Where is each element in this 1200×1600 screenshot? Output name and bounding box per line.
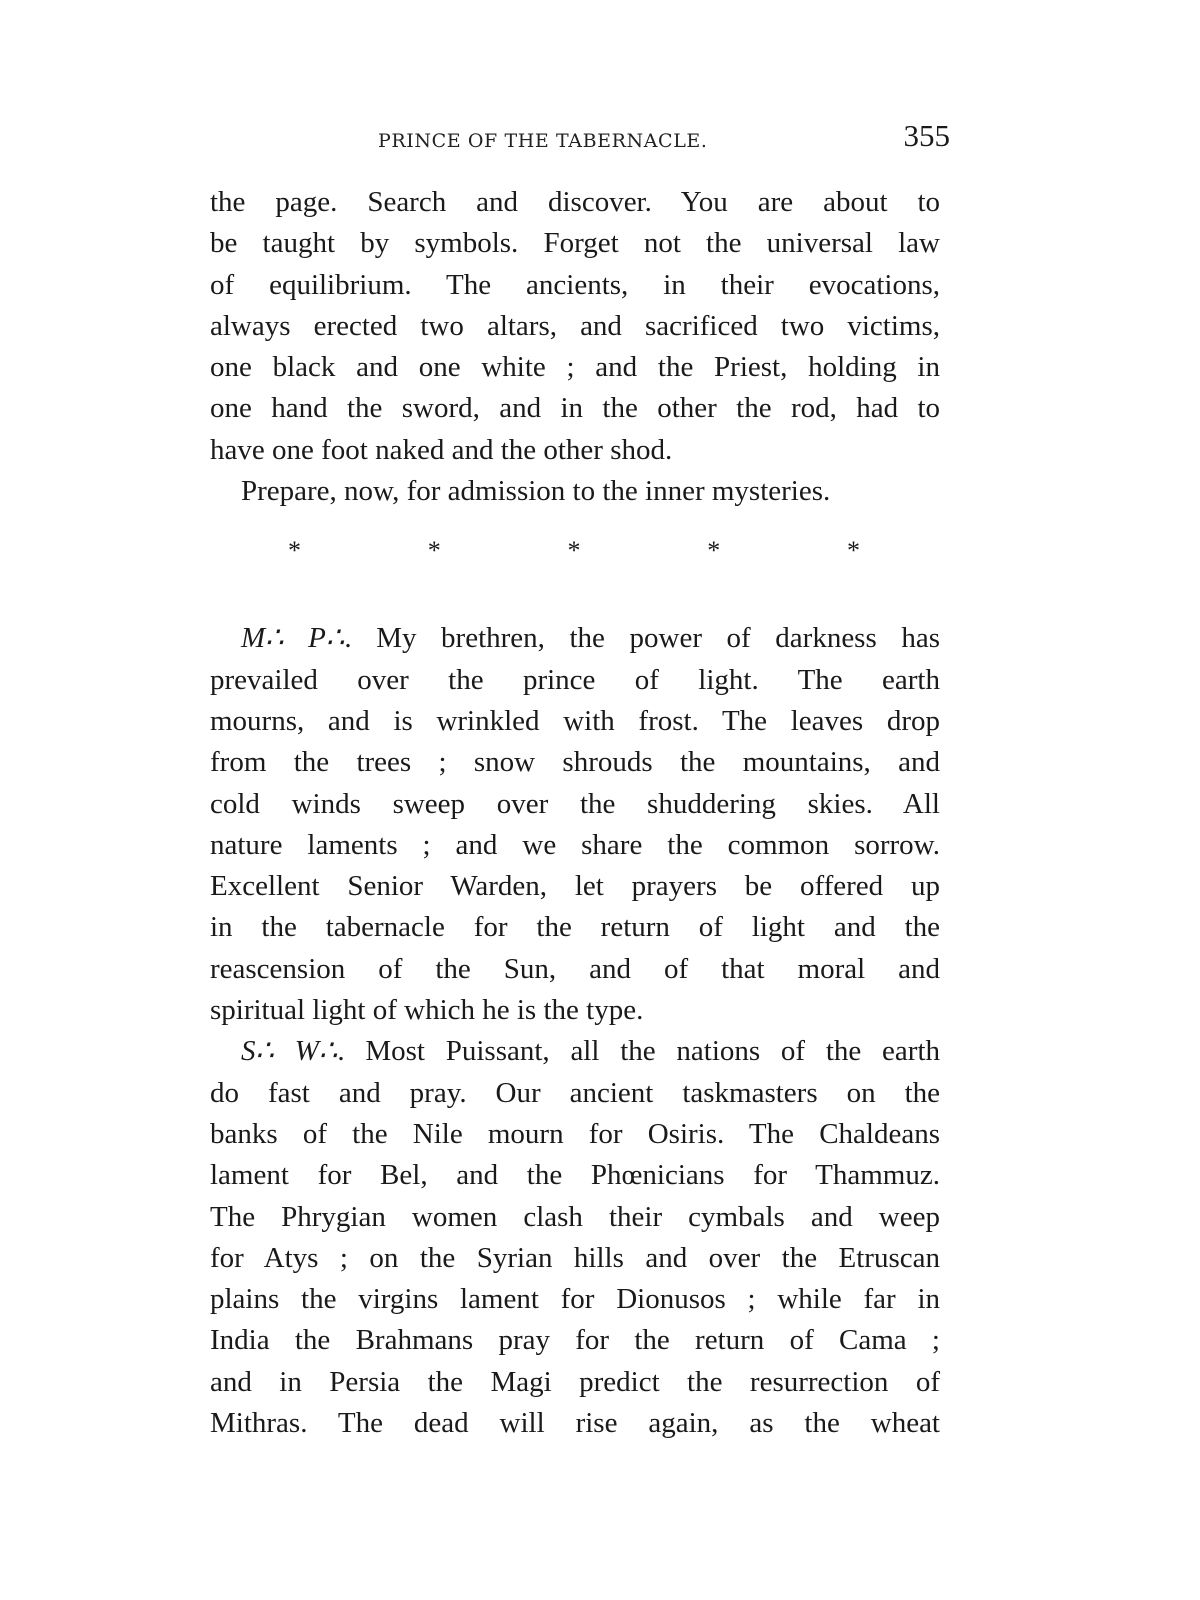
body-text xyxy=(210,182,940,1444)
text-line: S∴ W∴. Most Puissant, all the nations of the earth xyxy=(241,1035,940,1068)
text-line: in the tabernacle for the return of light and the xyxy=(210,911,940,944)
text-line: plains the virgins lament for Dionusos ; while far in xyxy=(210,1283,940,1316)
text-line: of equilibrium. The ancients, in their evocations, xyxy=(210,268,940,301)
text-line: for Atys ; on the Syrian hills and over the Etruscan xyxy=(210,1241,940,1274)
text-line: The Phrygian women clash their cymbals and weep xyxy=(210,1200,940,1233)
text-segment: My brethren, the power of darkness has xyxy=(376,622,940,655)
running-head xyxy=(210,118,950,158)
separator-star: * xyxy=(427,536,441,566)
text-line: do fast and pray. Our ancient taskmasters on the xyxy=(210,1076,940,1109)
text-line: be taught by symbols. Forget not the universal law xyxy=(210,227,940,260)
running-title: PRINCE OF THE TABERNACLE. xyxy=(378,130,708,152)
paragraph xyxy=(210,1031,940,1444)
text-segment: Most Puissant, all the nations of the earth xyxy=(365,1035,940,1068)
text-line: Prepare, now, for admission to the inner mysteries. xyxy=(241,475,831,508)
text-line: spiritual light of which he is the type. xyxy=(210,994,644,1027)
text-line: and in Persia the Magi predict the resurrection of xyxy=(210,1365,940,1398)
text-line: prevailed over the prince of light. The earth xyxy=(210,663,940,696)
text-line: Mithras. The dead will rise again, as the wheat xyxy=(210,1407,940,1440)
page-number: 355 xyxy=(903,118,950,153)
text-line: Excellent Senior Warden, let prayers be offered up xyxy=(210,870,940,903)
text-line: cold winds sweep over the shuddering skies. All xyxy=(210,787,940,820)
text-line: reascension of the Sun, and of that moral and xyxy=(210,952,940,985)
separator-star: * xyxy=(707,536,721,566)
separator-star: * xyxy=(288,536,301,566)
speaker-label: M∴ P∴ xyxy=(241,622,345,655)
speaker-label: S∴ W∴ xyxy=(241,1035,338,1068)
text-line: M∴ P∴. My brethren, the power of darkness has xyxy=(241,622,940,655)
text-line: one hand the sword, and in the other the rod, had to xyxy=(210,392,940,425)
text-line: one black and one white ; and the Priest, holding in xyxy=(210,351,940,384)
text-line: India the Brahmans pray for the return of Cama ; xyxy=(210,1324,940,1357)
separator-star: * xyxy=(847,536,860,566)
text-line: from the trees ; snow shrouds the mountains, and xyxy=(210,746,940,779)
paragraph xyxy=(210,618,940,1031)
separator-star: * xyxy=(567,536,581,566)
text-line: have one foot naked and the other shod. xyxy=(210,433,673,466)
text-line: nature laments ; and we share the common sorrow. xyxy=(210,828,940,861)
text-line: banks of the Nile mourn for Osiris. The Chaldeans xyxy=(210,1117,940,1150)
paragraph xyxy=(210,182,940,471)
section-separator xyxy=(288,522,860,580)
text-line: mourns, and is wrinkled with frost. The leaves drop xyxy=(210,704,940,737)
paragraph xyxy=(210,471,940,512)
text-line: lament for Bel, and the Phœnicians for Thammuz. xyxy=(210,1159,940,1192)
text-line: the page. Search and discover. You are about to xyxy=(210,186,940,218)
text-line: always erected two altars, and sacrificed two victims, xyxy=(210,309,940,342)
